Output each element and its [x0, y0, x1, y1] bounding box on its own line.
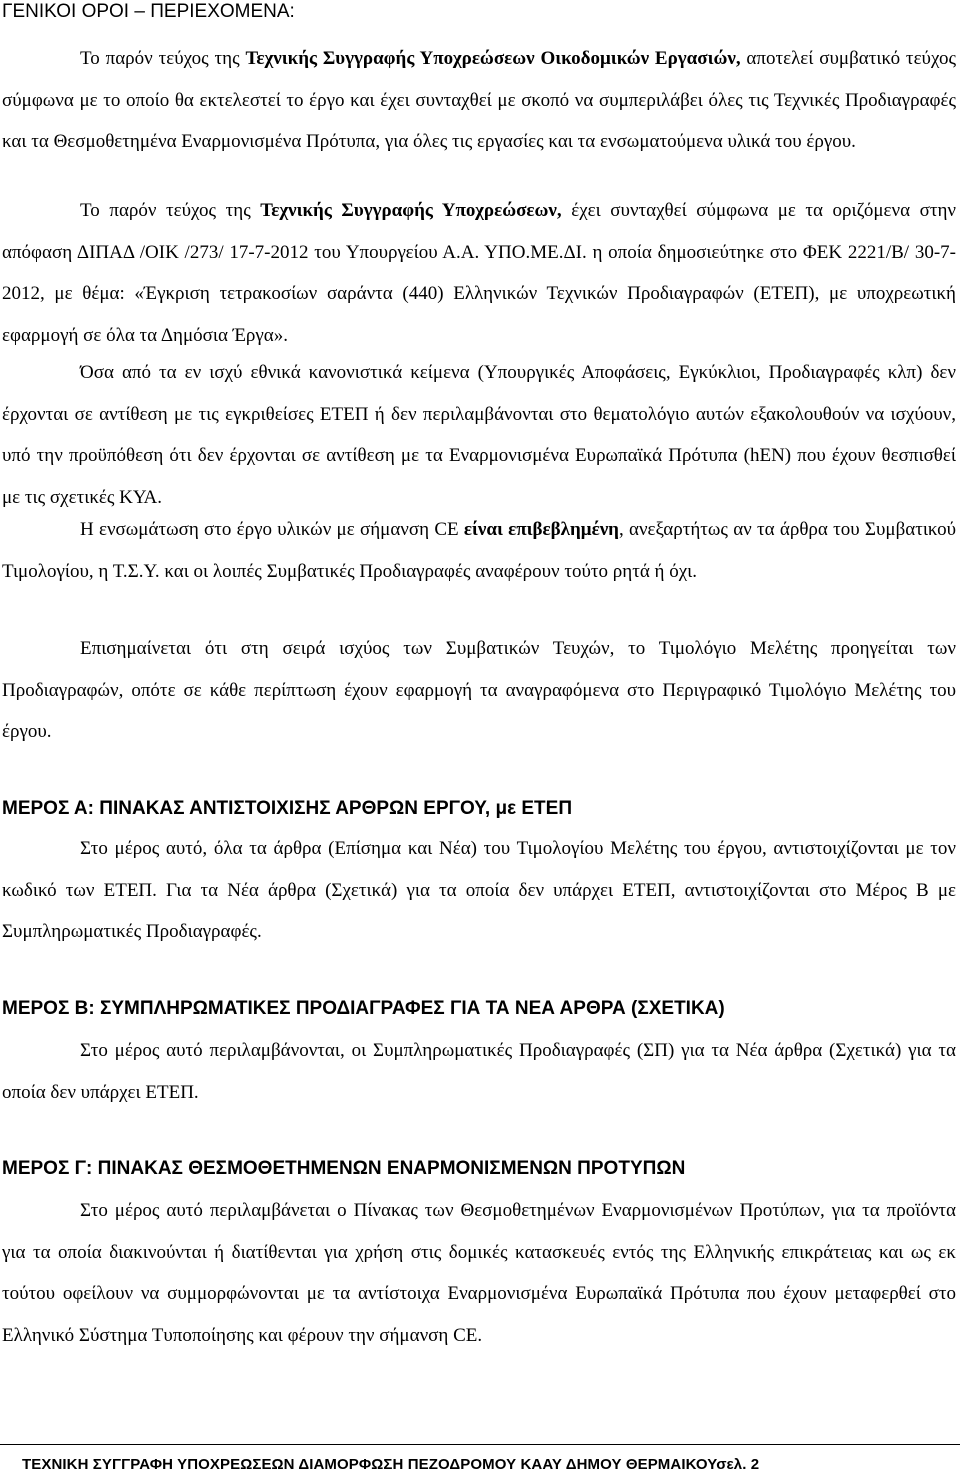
page-footer: ΤΕΧΝΙΚΗ ΣΥΓΓΡΑΦΗ ΥΠΟΧΡΕΩΣΕΩΝ ΔΙΑΜΟΡΦΩΣΗ ΠΕΖΟΔΡΟΜΟΥ ΚΑΑΥ ΔΗΜΟΥ ΘΕΡΜΑΙΚΟΥσελ. 2	[22, 1456, 760, 1473]
paragraph-intro-text-a: Το παρόν τεύχος της	[80, 48, 246, 69]
part-c-text: Στο μέρος αυτό περιλαμβάνεται ο Πίνακας των Θεσμοθετημένων Εναρμονισμένων Προτύπων, για τα προϊόντα για τα οποία διακινούνται ή διατίθενται για χρήση στις δομικές κατασκευές εντός της Ελληνικής επικράτειας και ως εκ τούτου οφείλουν να συμμορφώνονται με τα αντίστοιχα Εναρμονισμένα Ευρωπαϊκά Πρότυπα που έχουν μεταφερθεί στο Ελληνικό Σύστημα Τυποποίησης και φέρουν την σήμανση CE.	[2, 1200, 956, 1346]
paragraph-regulations: Όσα από τα εν ισχύ εθνικά κανονιστικά κείμενα (Υπουργικές Αποφάσεις, Εγκύκλιοι, Προδιαγραφές κλπ) δεν έρχονται σε αντίθεση με τις εγκριθείσες ΕΤΕΠ ή δεν περιλαμβάνονται στο θεματολόγιο αυτών εξακολουθούν να ισχύουν, υπό την προϋπόθεση ότι δεν έρχονται σε αντίθεση με τα Εναρμονισμένα Ευρωπαϊκά Πρότυπα (hEN) που έχουν θεσπισθεί με τις σχετικές ΚΥΑ.	[2, 362, 956, 508]
paragraph-intro	[2, 38, 956, 163]
paragraph-compiled-bold: Τεχνικής Συγγραφής Υποχρεώσεων,	[260, 200, 562, 221]
paragraph-compiled-text-a: Το παρόν τεύχος της	[80, 200, 261, 221]
paragraph-intro-bold: Τεχνικής Συγγραφής Υποχρεώσεων Οικοδομικών Εργασιών,	[245, 48, 741, 69]
paragraph-intro-text-c: αποτελεί συμβατικό τεύχος σύμφωνα με το οποίο θα εκτελεστεί το έργο και έχει συνταχθεί με σκοπό να συμπεριλάβει όλες τις Τεχνικές Προδιαγραφές και τα Θεσμοθετημένα Εναρμονισμένα Πρότυπα, για όλες τις εργασίες και τα ενσωματούμενα υλικά του έργου.	[2, 48, 956, 153]
footer-divider	[0, 1444, 960, 1445]
paragraph-priority: Επισημαίνεται ότι στη σειρά ισχύος των Συμβατικών Τευχών, το Τιμολόγιο Μελέτης προηγείται των Προδιαγραφών, οπότε σε κάθε περίπτωση έχουν εφαρμογή τα αναγραφόμενα στο Περιγραφικό Τιμολόγιο Μελέτης του έργου.	[2, 638, 956, 743]
paragraph-ce-text-a: Η ενσωμάτωση στο έργο υλικών με σήμανση CE	[80, 519, 464, 540]
part-a-title: ΜΕΡΟΣ Α: ΠΙΝΑΚΑΣ ΑΝΤΙΣΤΟΙΧΙΣΗΣ ΑΡΘΡΩΝ ΕΡΓΟΥ, με ΕΤΕΠ	[2, 798, 573, 819]
paragraph-ce-text-c: , ανεξαρτήτως αν τα άρθρα του Συμβατικού Τιμολογίου, η Τ.Σ.Υ. και οι λοιπές Συμβατικές Προδιαγραφές αναφέρουν τούτο ρητά ή όχι.	[2, 519, 957, 582]
part-b-text: Στο μέρος αυτό περιλαμβάνονται, οι Συμπληρωματικές Προδιαγραφές (ΣΠ) για τα Νέα άρθρα (Σχετικά) για τα οποία δεν υπάρχει ΕΤΕΠ.	[2, 1040, 956, 1103]
part-a-text: Στο μέρος αυτό, όλα τα άρθρα (Επίσημα και Νέα) του Τιμολογίου Μελέτης του έργου, αντιστοιχίζονται με τον κωδικό των ΕΤΕΠ. Για τα Νέα άρθρα (Σχετικά) για τα οποία δεν υπάρχει ΕΤΕΠ, αντιστοιχίζονται στο Μέρος Β με Συμπληρωματικές Προδιαγραφές.	[2, 838, 956, 943]
paragraph-compiled-text-c: έχει συνταχθεί σύμφωνα με τα οριζόμενα στην απόφαση ΔΙΠΑΔ /ΟΙΚ /273/ 17-7-2012 του Υπουργείου Α.Α. ΥΠΟ.ΜΕ.ΔΙ. η οποία δημοσιεύτηκε στο ΦΕΚ 2221/Β/ 30-7-2012, με θέμα: «Έγκριση τετρακοσίων σαράντα (440) Ελληνικών Τεχνικών Προδιαγραφών (ΕΤΕΠ), με υποχρεωτική εφαρμογή σε όλα τα Δημόσια Έργα».	[2, 200, 957, 346]
paragraph-ce-bold: είναι επιβεβλημένη	[463, 519, 619, 540]
general-terms-title: ΓΕΝΙΚΟΙ ΟΡΟΙ – ΠΕΡΙΕΧΟΜΕΝΑ:	[2, 1, 295, 22]
part-b-title: ΜΕΡΟΣ Β: ΣΥΜΠΛΗΡΩΜΑΤΙΚΕΣ ΠΡΟΔΙΑΓΡΑΦΕΣ ΓΙΑ ΤΑ ΝΕΑ ΑΡΘΡΑ (ΣΧΕΤΙΚΑ)	[2, 998, 725, 1019]
paragraph-ce-marking	[2, 509, 956, 592]
part-c-title: ΜΕΡΟΣ Γ: ΠΙΝΑΚΑΣ ΘΕΣΜΟΘΕΤΗΜΕΝΩΝ ΕΝΑΡΜΟΝΙΣΜΕΝΩΝ ΠΡΟΤΥΠΩΝ	[2, 1158, 686, 1179]
paragraph-compiled	[2, 190, 956, 356]
